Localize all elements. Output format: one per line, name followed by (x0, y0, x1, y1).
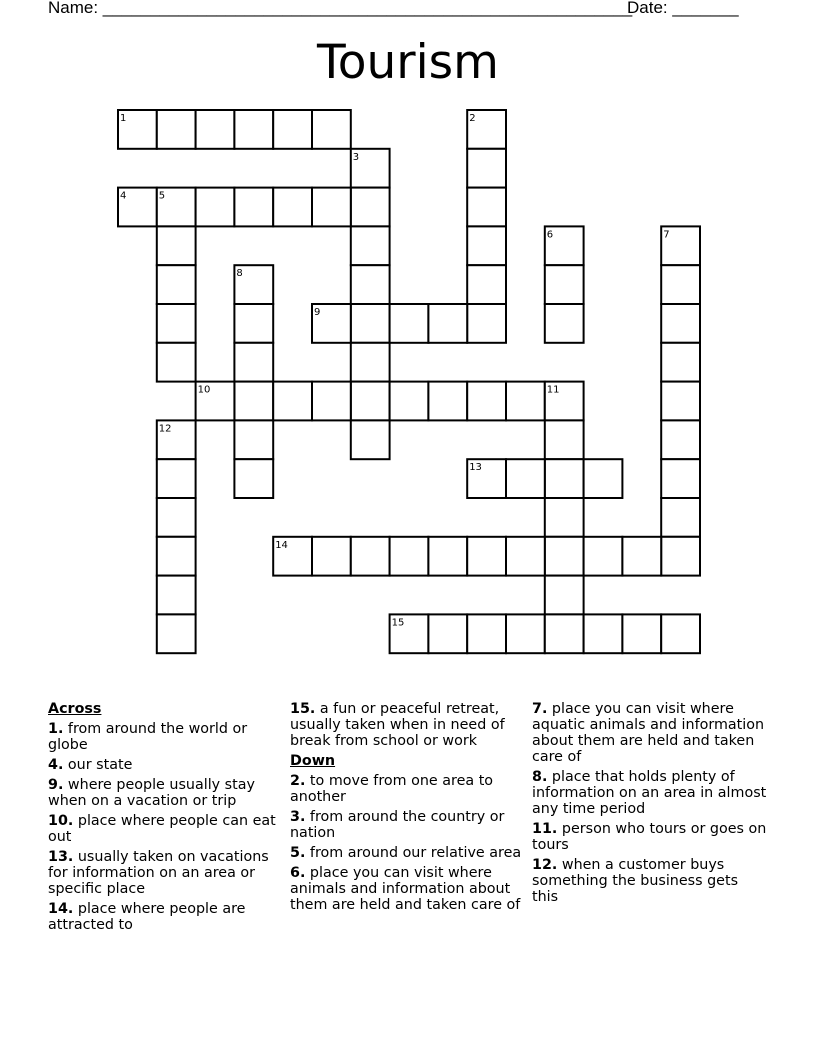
grid-cell[interactable] (234, 304, 273, 343)
grid-cell[interactable] (584, 614, 623, 653)
grid-cell[interactable] (661, 614, 700, 653)
grid-cell[interactable] (467, 614, 506, 653)
grid-cell[interactable] (545, 614, 584, 653)
grid-cell[interactable] (157, 226, 196, 265)
grid-cell[interactable] (622, 537, 661, 576)
grid-cell[interactable] (545, 420, 584, 459)
grid-cell[interactable] (545, 459, 584, 498)
grid-cell[interactable] (467, 265, 506, 304)
grid-cell[interactable] (234, 382, 273, 421)
clue-across-1: 1. from around the world or globe (48, 721, 248, 753)
grid-cell[interactable] (661, 537, 700, 576)
grid-cell[interactable] (428, 537, 467, 576)
cell-number-label: 2 (469, 113, 476, 124)
cell-number-label: 4 (120, 190, 127, 202)
grid-cell[interactable] (467, 537, 506, 576)
cell-number-label: 7 (663, 229, 670, 241)
cell-number-label: 9 (314, 307, 321, 318)
grid-cell[interactable] (234, 110, 273, 149)
grid-cell[interactable] (467, 226, 506, 265)
grid-cell[interactable] (545, 537, 584, 576)
grid-cell[interactable] (506, 382, 545, 421)
clue-across-13: 13. usually taken on vacations for information on an area or specific place (48, 849, 269, 897)
cell-number-label: 8 (236, 268, 243, 280)
page-title: Tourism (317, 35, 499, 90)
grid-cell[interactable] (428, 614, 467, 653)
clue-down-7: 7. place you can visit where aquatic animals and information about them are held and taken care of (532, 701, 765, 765)
grid-cell[interactable] (157, 110, 196, 149)
clue-across-15: 15. a fun or peaceful retreat, usually taken when in need of break from school or work (290, 701, 505, 749)
clue-down-8: 8. place that holds plenty of information on an area in almost any time period (532, 769, 767, 817)
grid-cell[interactable] (157, 265, 196, 304)
cell-number-label: 12 (158, 423, 172, 435)
grid-cell[interactable] (157, 498, 196, 537)
grid-cell[interactable] (661, 498, 700, 537)
clue-across-9: 9. where people usually stay when on a vacation or trip (48, 777, 255, 809)
grid-cell[interactable] (196, 110, 235, 149)
cell-number-label: 11 (546, 384, 560, 396)
grid-cell[interactable] (467, 188, 506, 227)
grid-cell[interactable] (428, 304, 467, 343)
clues-column-2 (290, 701, 526, 917)
grid-cell[interactable] (506, 537, 545, 576)
grid-cell[interactable] (196, 188, 235, 227)
grid-cell[interactable] (661, 459, 700, 498)
cell-number-label: 13 (469, 462, 482, 474)
grid-cell[interactable] (312, 110, 351, 149)
grid-cell[interactable] (545, 304, 584, 343)
grid-cell[interactable] (622, 614, 661, 653)
grid-cell[interactable] (234, 343, 273, 382)
grid-cell[interactable] (157, 614, 196, 653)
clue-down-11: 11. person who tours or goes on tours (532, 821, 767, 853)
grid-cell[interactable] (584, 459, 623, 498)
grid-cell[interactable] (545, 265, 584, 304)
grid-cell[interactable] (351, 343, 390, 382)
grid-cell[interactable] (661, 343, 700, 382)
cell-number-label: 10 (197, 384, 211, 396)
cell-number-label: 15 (391, 617, 405, 629)
grid-cell[interactable] (467, 382, 506, 421)
grid-cell[interactable] (157, 304, 196, 343)
grid-cell[interactable] (157, 576, 196, 615)
grid-cell[interactable] (273, 382, 312, 421)
clues-column-3 (532, 701, 768, 909)
clue-across-10: 10. place where people can eat out (48, 813, 276, 845)
clue-across-4: 4. our state (48, 757, 133, 773)
grid-cell[interactable] (661, 382, 700, 421)
cell-number-label: 14 (275, 539, 288, 551)
clue-down-6: 6. place you can visit where animals and information about them are held and taken care of (290, 865, 521, 913)
cell-number-label: 5 (158, 190, 166, 202)
clue-down-2: 2. to move from one area to another (290, 773, 494, 805)
grid-cell[interactable] (428, 382, 467, 421)
grid-cell[interactable] (545, 498, 584, 537)
grid-cell[interactable] (467, 304, 506, 343)
grid-cell[interactable] (467, 149, 506, 188)
grid-cell[interactable] (506, 614, 545, 653)
grid-cell[interactable] (351, 265, 390, 304)
grid-cell[interactable] (157, 537, 196, 576)
grid-cell[interactable] (157, 343, 196, 382)
grid-cell[interactable] (273, 188, 312, 227)
grid-cell[interactable] (390, 304, 429, 343)
grid-cell[interactable] (661, 304, 700, 343)
grid-cell[interactable] (234, 459, 273, 498)
cell-number-label: 6 (546, 229, 554, 241)
cell-number-label: 3 (352, 151, 360, 163)
cell-number-label: 1 (120, 113, 127, 124)
grid-cell[interactable] (234, 420, 273, 459)
clue-down-3: 3. from around the country or nation (290, 809, 505, 841)
grid-cell[interactable] (351, 537, 390, 576)
grid-cell[interactable] (661, 265, 700, 304)
clue-across-14: 14. place where people are attracted to (48, 901, 246, 933)
grid-cell[interactable] (351, 420, 390, 459)
down-heading: Down (290, 753, 336, 769)
across-heading: Across (48, 701, 102, 717)
grid-cell[interactable] (584, 537, 623, 576)
grid-cell[interactable] (312, 537, 351, 576)
grid-cell[interactable] (390, 537, 429, 576)
clues-column-1 (48, 701, 284, 937)
grid-cell[interactable] (273, 110, 312, 149)
grid-cell[interactable] (545, 576, 584, 615)
clue-down-5: 5. from around our relative area (290, 845, 522, 861)
name-field-label: Name: ________________________________________________________ (48, 0, 633, 17)
grid-cell[interactable] (351, 304, 390, 343)
date-field-label: Date: _______ (627, 0, 739, 17)
clue-down-12: 12. when a customer buys something the business gets this (532, 857, 739, 905)
grid-cell[interactable] (312, 188, 351, 227)
grid-cell[interactable] (661, 420, 700, 459)
grid-cell[interactable] (506, 459, 545, 498)
grid-cell[interactable] (351, 188, 390, 227)
grid-cell[interactable] (234, 188, 273, 227)
grid-cell[interactable] (351, 382, 390, 421)
grid-cell[interactable] (312, 382, 351, 421)
grid-cell[interactable] (157, 459, 196, 498)
grid-cell[interactable] (390, 382, 429, 421)
grid-cell[interactable] (351, 226, 390, 265)
